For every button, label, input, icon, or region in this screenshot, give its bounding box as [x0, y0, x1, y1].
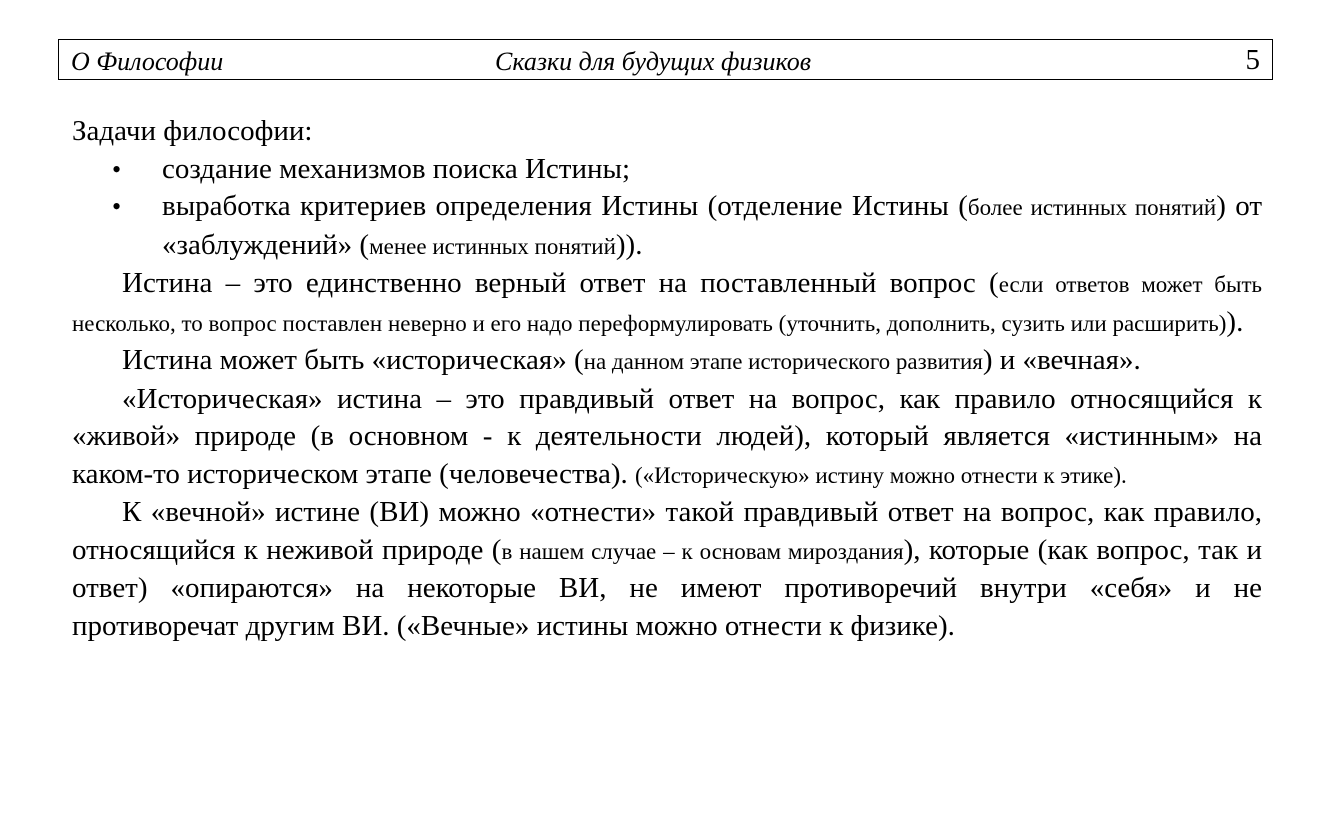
- paragraph-text: «Историческая» истина – это правдивый ответ на вопрос, как правило относящийся к «живой» природе (в основном - к деятельности людей), который является «истинным» на каком-то историческом этапе (человечества).: [72, 382, 1262, 490]
- running-header: [58, 39, 1273, 80]
- paragraph-note: («Историческую» истину можно отнести к этике).: [634, 462, 1127, 488]
- paragraph-note: на данном этапе исторического развития: [583, 349, 983, 374]
- list-item-note: более истинных понятий: [967, 195, 1217, 220]
- list-item: [72, 151, 1262, 189]
- paragraph-truth-definition: [72, 265, 1262, 342]
- list-item-text: создание механизмов поиска Истины;: [162, 152, 631, 185]
- list-item-note: менее истинных понятий: [369, 233, 616, 259]
- tasks-heading: Задачи философии:: [72, 115, 313, 147]
- paragraph-text: Истина – это единственно верный ответ на поставленный вопрос (: [122, 267, 999, 299]
- paragraph-historical-truth: [72, 381, 1262, 495]
- paragraph-text: ).: [1226, 305, 1244, 338]
- paragraph-text: Истина может быть «историческая» (: [122, 344, 584, 376]
- paragraph-text: ) и «вечная».: [982, 344, 1141, 376]
- bullet-icon: •: [112, 154, 122, 184]
- paragraph-note: в нашем случае – к основам мироздания: [501, 538, 904, 564]
- bullet-icon: •: [112, 192, 122, 221]
- list-item-text: выработка критериев определения Истины (отделение Истины (: [162, 190, 968, 222]
- list-item: [72, 188, 1262, 265]
- list-item-text: )).: [615, 228, 643, 261]
- header-book-title: Сказки для будущих физиков: [495, 47, 812, 76]
- page-body: [72, 113, 1262, 645]
- list-item-text: ) от «заблуждений» (: [162, 190, 1262, 261]
- header-section-title: О Философии: [71, 47, 224, 76]
- paragraph-text: ), которые (как вопрос, так и ответ) «опираются» на некоторые ВИ, не имеют противоречий внутри «себя» и не противоречат другим ВИ. («Вечные» истины можно отнести к физике).: [72, 533, 1262, 642]
- paragraph-text: К «вечной» истине (ВИ) можно «отнести» такой правдивый ответ на вопрос, как правило, относящийся к неживой природе (: [72, 496, 1262, 566]
- tasks-list: [72, 151, 1262, 266]
- paragraph-truth-kinds: [72, 342, 1262, 381]
- paragraph-eternal-truth: [72, 494, 1262, 645]
- page-number: 5: [1245, 44, 1260, 76]
- paragraph-note: если ответов может быть несколько, то вопрос поставлен неверно и его надо переформулировать (уточнить, дополнить, сузить или расширить): [72, 272, 1262, 336]
